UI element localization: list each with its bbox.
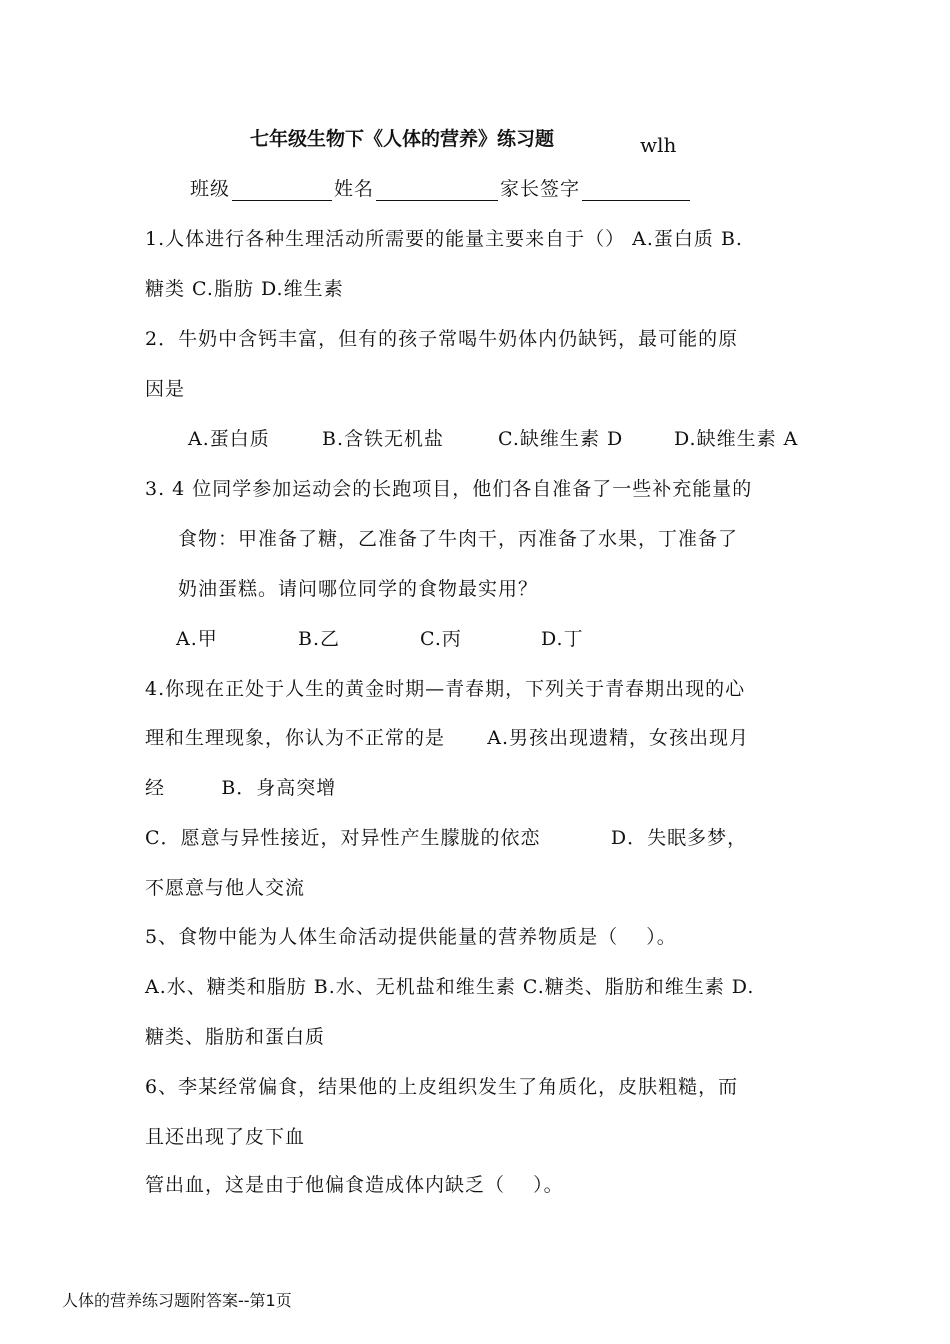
question-6-line-2: 且还出现了皮下血 [145, 1126, 306, 1148]
class-blank[interactable] [232, 180, 332, 201]
question-4-line-4: C．愿意与异性接近，对异性产生朦胧的依恋 D．失眠多梦， [145, 827, 748, 849]
question-5-line-1: 5、食物中能为人体生命活动提供能量的营养物质是（ ）。 [145, 926, 677, 948]
class-label: 班级 [190, 178, 231, 200]
question-3-option-a: A.甲 [176, 628, 218, 650]
question-3-line-3: 奶油蛋糕。请问哪位同学的食物最实用？ [178, 578, 539, 600]
question-2-line-1: 2．牛奶中含钙丰富，但有的孩子常喝牛奶体内仍缺钙，最可能的原 [145, 328, 739, 350]
question-3-option-d: D.丁 [541, 628, 584, 650]
document-title: 七年级生物下《人体的营养》练习题 [250, 128, 555, 150]
student-info-row [190, 174, 692, 201]
question-4-line-1: 4.你现在正处于人生的黄金时期—青春期，下列关于青春期出现的心 [145, 678, 746, 700]
question-2-option-d: D.缺维生素 A [674, 428, 799, 450]
question-4-line-5: 不愿意与他人交流 [145, 877, 306, 899]
question-2-option-c: C.缺维生素 D [498, 428, 624, 450]
name-label: 姓名 [334, 178, 375, 200]
question-5-line-2: A.水、糖类和脂肪 B.水、无机盐和维生素 C.糖类、脂肪和维生素 D. [145, 976, 755, 998]
question-4-line-3: 经 B．身高突增 [145, 777, 337, 799]
question-3-line-2: 食物：甲准备了糖，乙准备了牛肉干，丙准备了水果，丁准备了 [178, 528, 739, 550]
question-6-line-3: 管出血，这是由于他偏食造成体内缺乏（ ）。 [145, 1174, 564, 1196]
name-blank[interactable] [376, 180, 498, 201]
page-footer: 人体的营养练习题附答案--第1页 [62, 1291, 292, 1310]
question-3-line-1: 3. 4 位同学参加运动会的长跑项目，他们各自准备了一些补充能量的 [145, 478, 753, 500]
question-2-line-2: 因是 [145, 378, 186, 400]
question-1-line-1: 1.人体进行各种生理活动所需要的能量主要来自于（） A.蛋白质 B. [145, 228, 743, 250]
question-2-option-a: A.蛋白质 [188, 428, 270, 450]
question-3-option-b: B.乙 [298, 628, 341, 650]
question-6-line-1: 6、李某经常偏食，结果他的上皮组织发生了角质化，皮肤粗糙，而 [145, 1076, 739, 1098]
parent-signature-blank[interactable] [582, 180, 690, 201]
parent-signature-label: 家长签字 [500, 178, 581, 200]
question-1-line-2: 糖类 C.脂肪 D.维生素 [145, 278, 344, 300]
question-5-line-3: 糖类、脂肪和蛋白质 [145, 1026, 326, 1048]
question-4-line-2: 理和生理现象，你认为不正常的是 A.男孩出现遗精，女孩出现月 [145, 727, 749, 749]
author-initials: wlh [640, 133, 677, 157]
question-3-option-c: C.丙 [420, 628, 462, 650]
question-2-option-b: B.含铁无机盐 [322, 428, 445, 450]
